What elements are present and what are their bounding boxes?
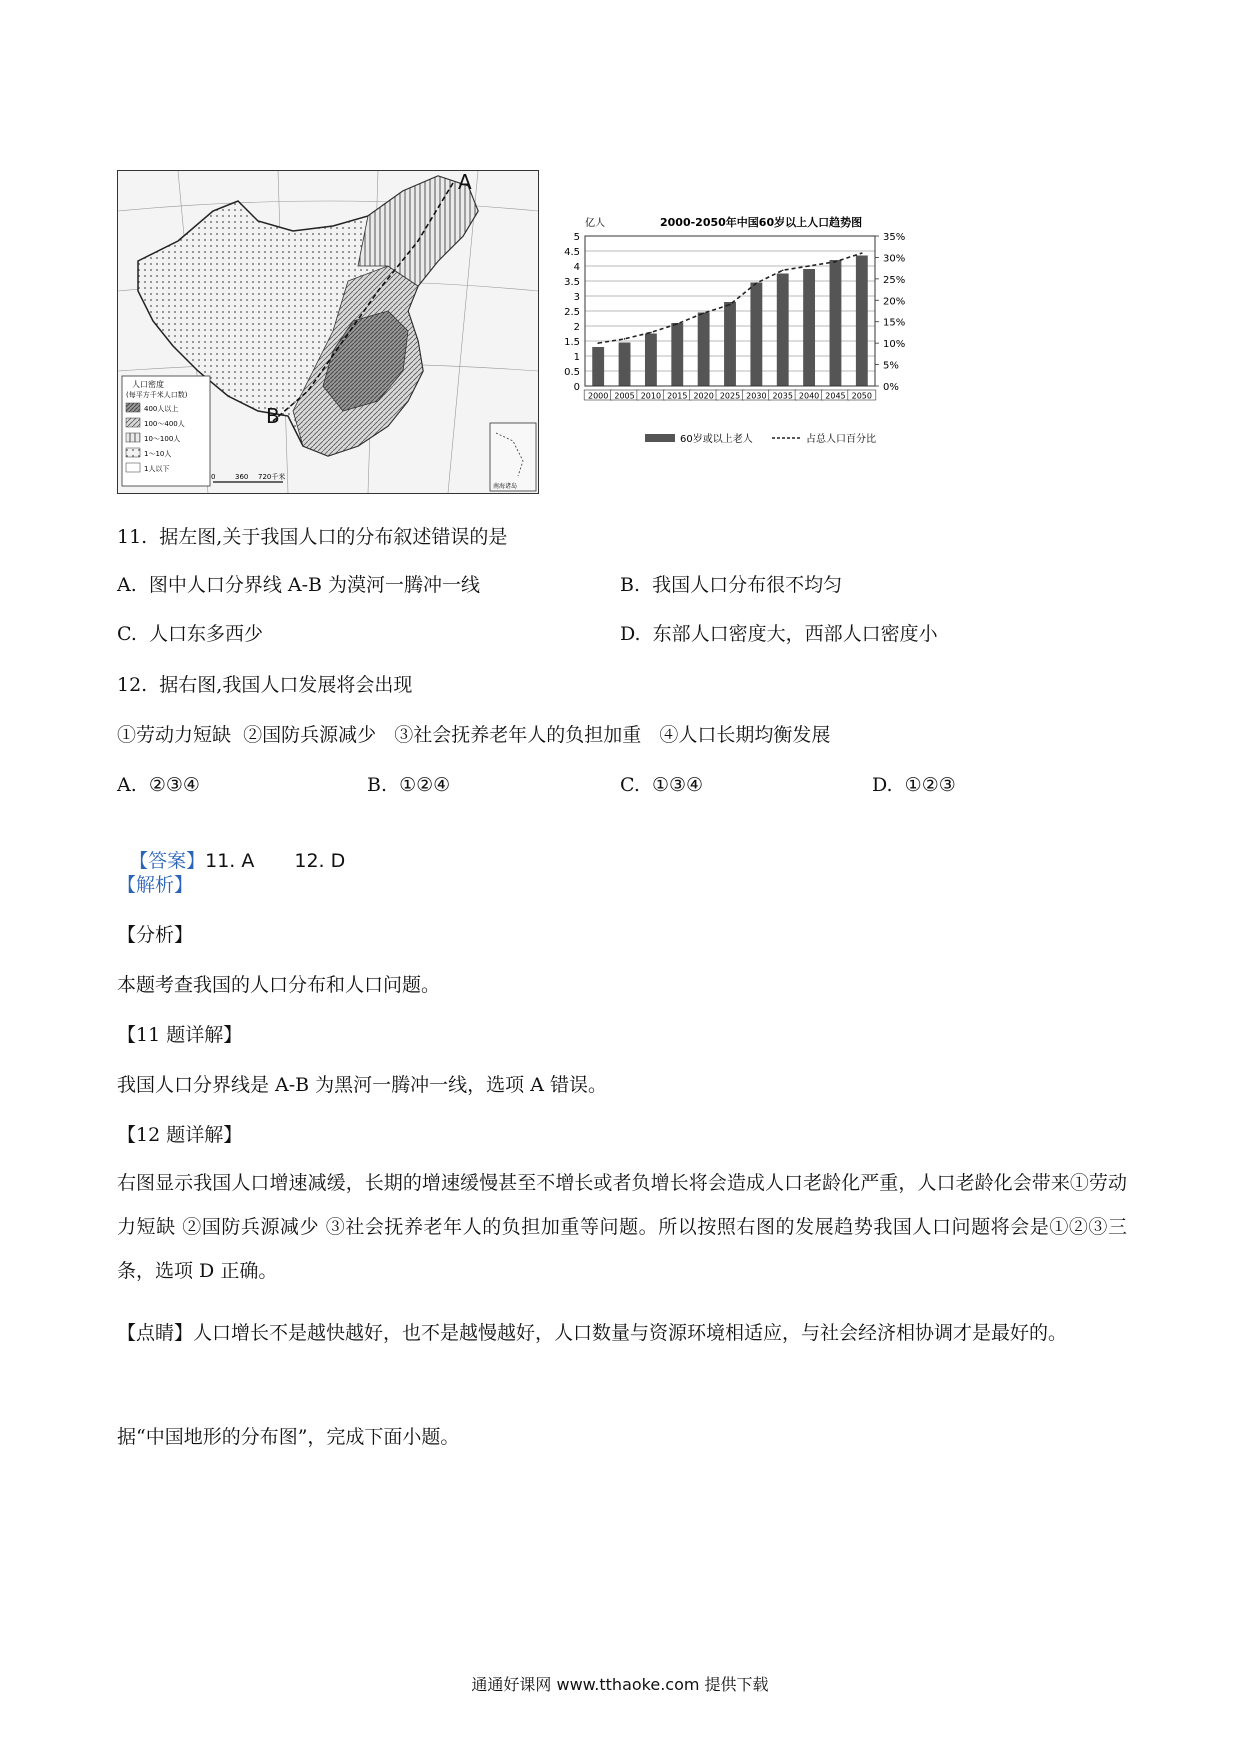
y2-tick-label: 20% [883, 296, 906, 308]
bar [671, 323, 683, 386]
dianjing-paragraph [117, 1311, 1127, 1355]
fenxi-text: 本题考查我国的人口分布和人口问题。 [117, 974, 441, 996]
y2-tick-label: 5% [883, 360, 899, 372]
chart-legend [645, 432, 876, 445]
elderly-population-chart [540, 214, 935, 449]
analysis-tag: 【解析】 [117, 874, 194, 896]
y-tick-label: 3.5 [564, 277, 580, 288]
detail-11-tag: 【11 题详解】 [117, 1024, 243, 1046]
chart-bars [592, 256, 868, 387]
legend-item: 10～100人 [144, 435, 181, 443]
bar [777, 274, 789, 387]
x-tick-label: 2035 [772, 391, 793, 401]
y2-tick-label: 25% [883, 274, 906, 286]
bar [856, 256, 868, 387]
y-tick-label: 2 [573, 322, 580, 333]
percentage-point [861, 252, 863, 254]
q12-option-d: D. ①②③ [872, 774, 956, 796]
x-tick-label: 2010 [640, 391, 662, 401]
y-tick-label: 3 [573, 292, 580, 303]
bar [698, 313, 710, 387]
chart-title: 2000-2050年中国60岁以上人口趋势图 [660, 216, 863, 229]
q11-option-b: B. 我国人口分布很不均匀 [620, 574, 843, 596]
china-map-graphic [118, 171, 538, 493]
q11-option-c: C. 人口东多西少 [117, 623, 263, 645]
answer-line [117, 822, 345, 874]
answer-tag: 【答案】 [129, 850, 206, 872]
y-tick-label: 2.5 [564, 307, 580, 318]
x-tick-label: 2025 [719, 391, 741, 401]
percentage-point [624, 338, 626, 340]
y2-tick-label: 15% [883, 317, 906, 329]
legend-item: 1～10人 [144, 450, 172, 458]
x-tick-label: 2000 [588, 391, 609, 401]
q11-option-a: A. 图中人口分界线 A-B 为漠河一腾冲一线 [117, 574, 481, 596]
percentage-point [676, 323, 678, 325]
y-tick-label: 5 [573, 232, 580, 243]
q11-option-d: D. 东部人口密度大，西部人口密度小 [620, 623, 938, 645]
legend-item: 1人以下 [144, 465, 170, 473]
chart-graphic [540, 214, 935, 449]
x-tick-label: 2015 [667, 391, 688, 401]
y-tick-label: 4 [573, 262, 580, 273]
percentage-point [756, 282, 758, 284]
y-tick-label: 1.5 [564, 337, 580, 348]
dianjing-tag: 【点睛】 [117, 1322, 194, 1344]
y2-tick-label: 35% [883, 232, 906, 243]
inset-label: 南海诸岛 [493, 483, 518, 490]
scale-label: 720千米 [258, 473, 286, 481]
detail-12-text: 右图显示我国人口增速减缓，长期的增速缓慢甚至不增长或者负增长将会造成人口老龄化严重，人口老龄化会带来①劳动力短缺 ②国防兵源减少 ③社会抚养老年人的负担加重等问题。所以按照右图的发展趋势我国人口问题将会是①②③三条，选项 D 正确。 [117, 1172, 1127, 1282]
percentage-point [835, 261, 837, 263]
percentage-point [782, 269, 784, 271]
percentage-point [703, 312, 705, 314]
scale-label: 0 [211, 473, 216, 481]
x-tick-label: 2020 [693, 391, 714, 401]
percentage-point [597, 342, 599, 344]
q12-option-b: B. ①②④ [367, 774, 451, 796]
bar [619, 343, 631, 387]
scale-label: 360 [235, 473, 249, 481]
detail-12-tag: 【12 题详解】 [117, 1124, 243, 1146]
y-tick-label: 0.5 [564, 367, 580, 378]
x-tick-label: 2050 [851, 391, 872, 401]
population-density-map [117, 170, 539, 494]
map-label-a: A [458, 171, 472, 194]
chart-ylabel: 亿人 [585, 218, 605, 229]
bar [750, 283, 762, 387]
y2-tick-label: 0% [883, 382, 899, 393]
detail-11-text: 我国人口分界线是 A-B 为黑河一腾冲一线，选项 A 错误。 [117, 1074, 607, 1096]
legend-bar-label: 60岁或以上老人 [680, 434, 753, 445]
y-tick-label: 0 [573, 382, 580, 393]
y-tick-label: 1 [573, 352, 580, 363]
legend-line-label: 占总人口百分比 [806, 434, 876, 445]
q12-items: ①劳动力短缺 ②国防兵源减少 ③社会抚养老年人的负担加重 ④人口长期均衡发展 [117, 724, 831, 746]
bar [592, 347, 604, 386]
page-footer: 通通好课网 www.tthaoke.com 提供下载 [471, 1675, 769, 1694]
x-tick-label: 2045 [825, 391, 846, 401]
map-label-b: B [266, 404, 280, 428]
fenxi-tag: 【分析】 [117, 924, 194, 946]
legend-item: 400人以上 [144, 405, 179, 413]
y2-tick-label: 10% [883, 339, 906, 351]
x-tick-label: 2005 [614, 391, 635, 401]
x-tick-label: 2040 [798, 391, 820, 401]
bar [645, 334, 657, 387]
q12-option-a: A. ②③④ [117, 774, 200, 796]
bar [803, 269, 815, 386]
bar [724, 302, 736, 386]
q11-stem: 11. 据左图,关于我国人口的分布叙述错误的是 [117, 526, 508, 548]
percentage-point [650, 332, 652, 334]
map-legend [122, 376, 210, 486]
legend-subtitle: (每平方千米人口数) [126, 391, 188, 399]
percentage-point [729, 304, 731, 306]
map-scale-bar [211, 472, 285, 482]
next-section-intro: 据“中国地形的分布图”，完成下面小题。 [117, 1426, 460, 1448]
answer-11: 11. A [205, 850, 255, 872]
y-tick-label: 4.5 [564, 247, 580, 258]
q12-option-c: C. ①③④ [620, 774, 704, 796]
dianjing-text: 人口增长不是越快越好，也不是越慢越好，人口数量与资源环境相适应，与社会经济相协调才是最好的。 [193, 1322, 1068, 1344]
bar [830, 260, 842, 386]
answer-12: 12. D [294, 850, 346, 872]
percentage-point [808, 265, 810, 267]
legend-title: 人口密度 [132, 380, 164, 389]
q12-stem: 12. 据右图,我国人口发展将会出现 [117, 674, 413, 696]
legend-item: 100～400人 [144, 420, 185, 428]
south-sea-inset [490, 423, 536, 491]
y2-tick-label: 30% [883, 253, 906, 265]
x-tick-label: 2030 [746, 391, 767, 401]
